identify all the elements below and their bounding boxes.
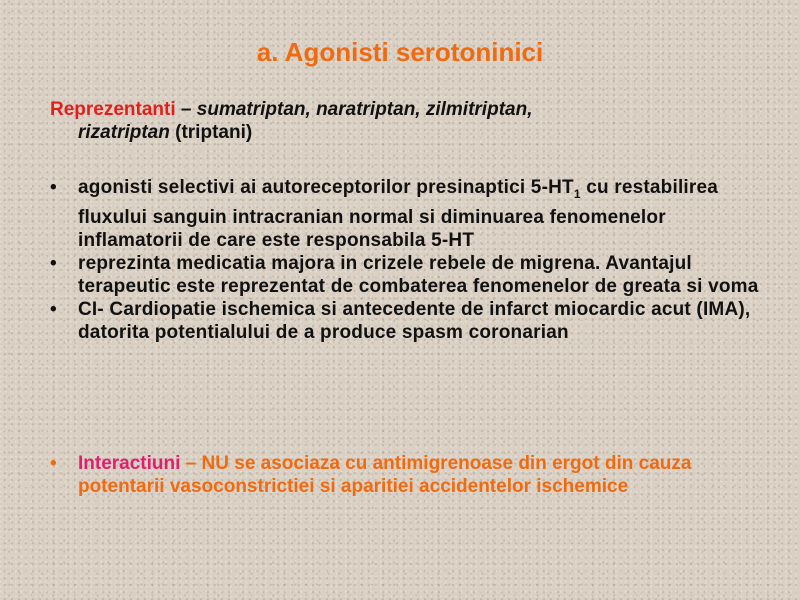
bullet-text-continued: cu restabilirea fluxului sanguin intracranian normal si diminuarea fenomenelor inflamatorii de care este responsabila 5-HT	[78, 177, 719, 251]
bullet-text: CI- Cardiopatie ischemica si antecedente de infarct miocardic acut (IMA), datorita potentialului de a produce spasm coronarian	[78, 298, 751, 343]
interactions-label: Interactiuni	[78, 453, 181, 474]
slide-title: a. Agonisti serotoninici	[256, 37, 544, 67]
interactions-list	[50, 452, 770, 498]
bullet-icon: •	[50, 453, 57, 474]
representatives-label: Reprezentanti	[50, 99, 176, 120]
bullet-item	[50, 298, 770, 344]
bullet-text: reprezinta medicatia majora in crizele rebele de migrena. Avantajul terapeutic este reprezentat de combaterea fenomenelor de greata si voma	[78, 252, 759, 297]
bullet-icon: •	[50, 298, 57, 320]
interactions-text: – NU se asociaza cu antimigrenoase din ergot din cauza potentarii vasoconstrictiei si aparitiei accidentelor ischemice	[78, 453, 692, 497]
representatives-dash: –	[175, 99, 197, 120]
bullet-item	[50, 252, 770, 298]
interactions-item	[50, 452, 770, 498]
bullet-icon: •	[50, 252, 57, 274]
bullet-item	[50, 176, 770, 252]
representatives-second-line	[50, 121, 770, 144]
representatives-note: (triptani)	[169, 122, 253, 143]
representatives-line	[50, 98, 770, 144]
bullet-icon: •	[50, 177, 57, 198]
bullet-list	[50, 176, 770, 344]
drug-list-line2: rizatriptan	[78, 122, 170, 143]
drug-list-line1: sumatriptan, naratriptan, zilmitriptan,	[196, 99, 533, 120]
interactions-block	[50, 452, 770, 498]
bullet-text: agonisti selectivi ai autoreceptorilor presinaptici 5-HT	[78, 177, 574, 198]
bullet-subscript: 1	[573, 186, 581, 201]
